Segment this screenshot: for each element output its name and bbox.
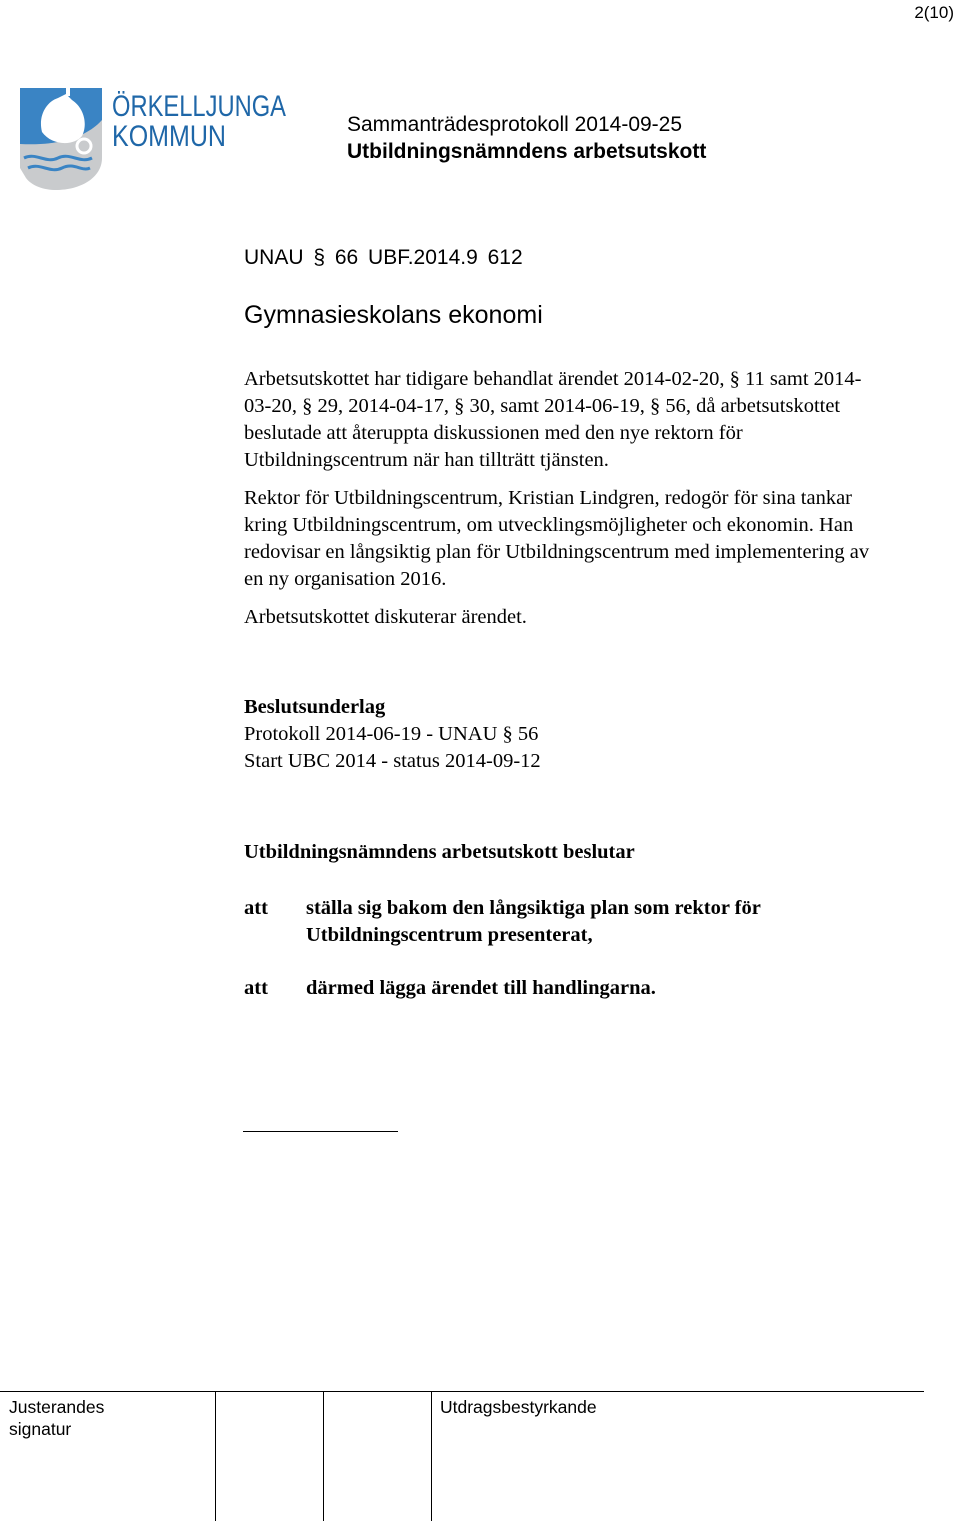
coat-of-arms-icon (20, 88, 102, 190)
decision-prefix: att (244, 897, 268, 919)
decision-text: därmed lägga ärendet till handlingarna. (306, 977, 656, 999)
section-title: Gymnasieskolans ekonomi (244, 301, 543, 329)
municipality-logo (16, 80, 306, 192)
decision-item (244, 975, 864, 1002)
body-paragraph: Arbetsutskottet har tidigare behandlat ärendet 2014-02-20, § 11 samt 2014-03-20, § 29, 2014-04-17, § 30, samt 2014-06-19, § 56, då arbetsutskottet beslutade att återuppta diskussionen med den nye rektorn för Utbildningscentrum när han tillträtt tjänsten. (244, 368, 862, 471)
case-body (244, 366, 884, 642)
decision-basis (244, 694, 541, 775)
page-number: 2(10) (914, 3, 954, 22)
decision-heading: Utbildningsnämndens arbetsutskott beslutar (244, 841, 635, 863)
signature-box-divider (431, 1392, 432, 1521)
committee-name: Utbildningsnämndens arbetsutskott (347, 140, 707, 163)
decision-text: ställa sig bakom den långsiktiga plan som rektor för Utbildningscentrum presenterat, (306, 897, 761, 946)
signature-footer (0, 1391, 924, 1521)
extract-certification-label: Utdragsbestyrkande (440, 1397, 597, 1417)
body-paragraph: Rektor för Utbildningscentrum, Kristian Lindgren, redogör för sina tankar kring Utbildningscentrum, om utvecklingsmöjligheter och ekonomin. Han redovisar en långsiktig plan för Utbildningscentrum med implementering av en ny organisation 2016. (244, 487, 870, 590)
signature-box-divider (323, 1392, 324, 1521)
case-reference: UNAU § 66 UBF.2014.9 612 (244, 246, 523, 269)
end-of-section-rule (243, 1131, 398, 1132)
logo-line-2: KOMMUN (112, 120, 226, 153)
decision-prefix: att (244, 977, 268, 999)
signature-label: Justerandes signatur (9, 1397, 105, 1439)
protocol-title: Sammanträdesprotokoll 2014-09-25 (347, 113, 683, 136)
body-paragraph: Arbetsutskottet diskuterar ärendet. (244, 606, 527, 628)
signature-box-divider (215, 1392, 216, 1521)
document-header (347, 111, 706, 165)
decision-basis-item: Start UBC 2014 - status 2014-09-12 (244, 750, 541, 772)
decision-basis-heading: Beslutsunderlag (244, 696, 386, 718)
decision-basis-item: Protokoll 2014-06-19 - UNAU § 56 (244, 723, 539, 745)
logo-line-1: ÖRKELLJUNGA (112, 90, 286, 123)
decision-item (244, 895, 864, 949)
